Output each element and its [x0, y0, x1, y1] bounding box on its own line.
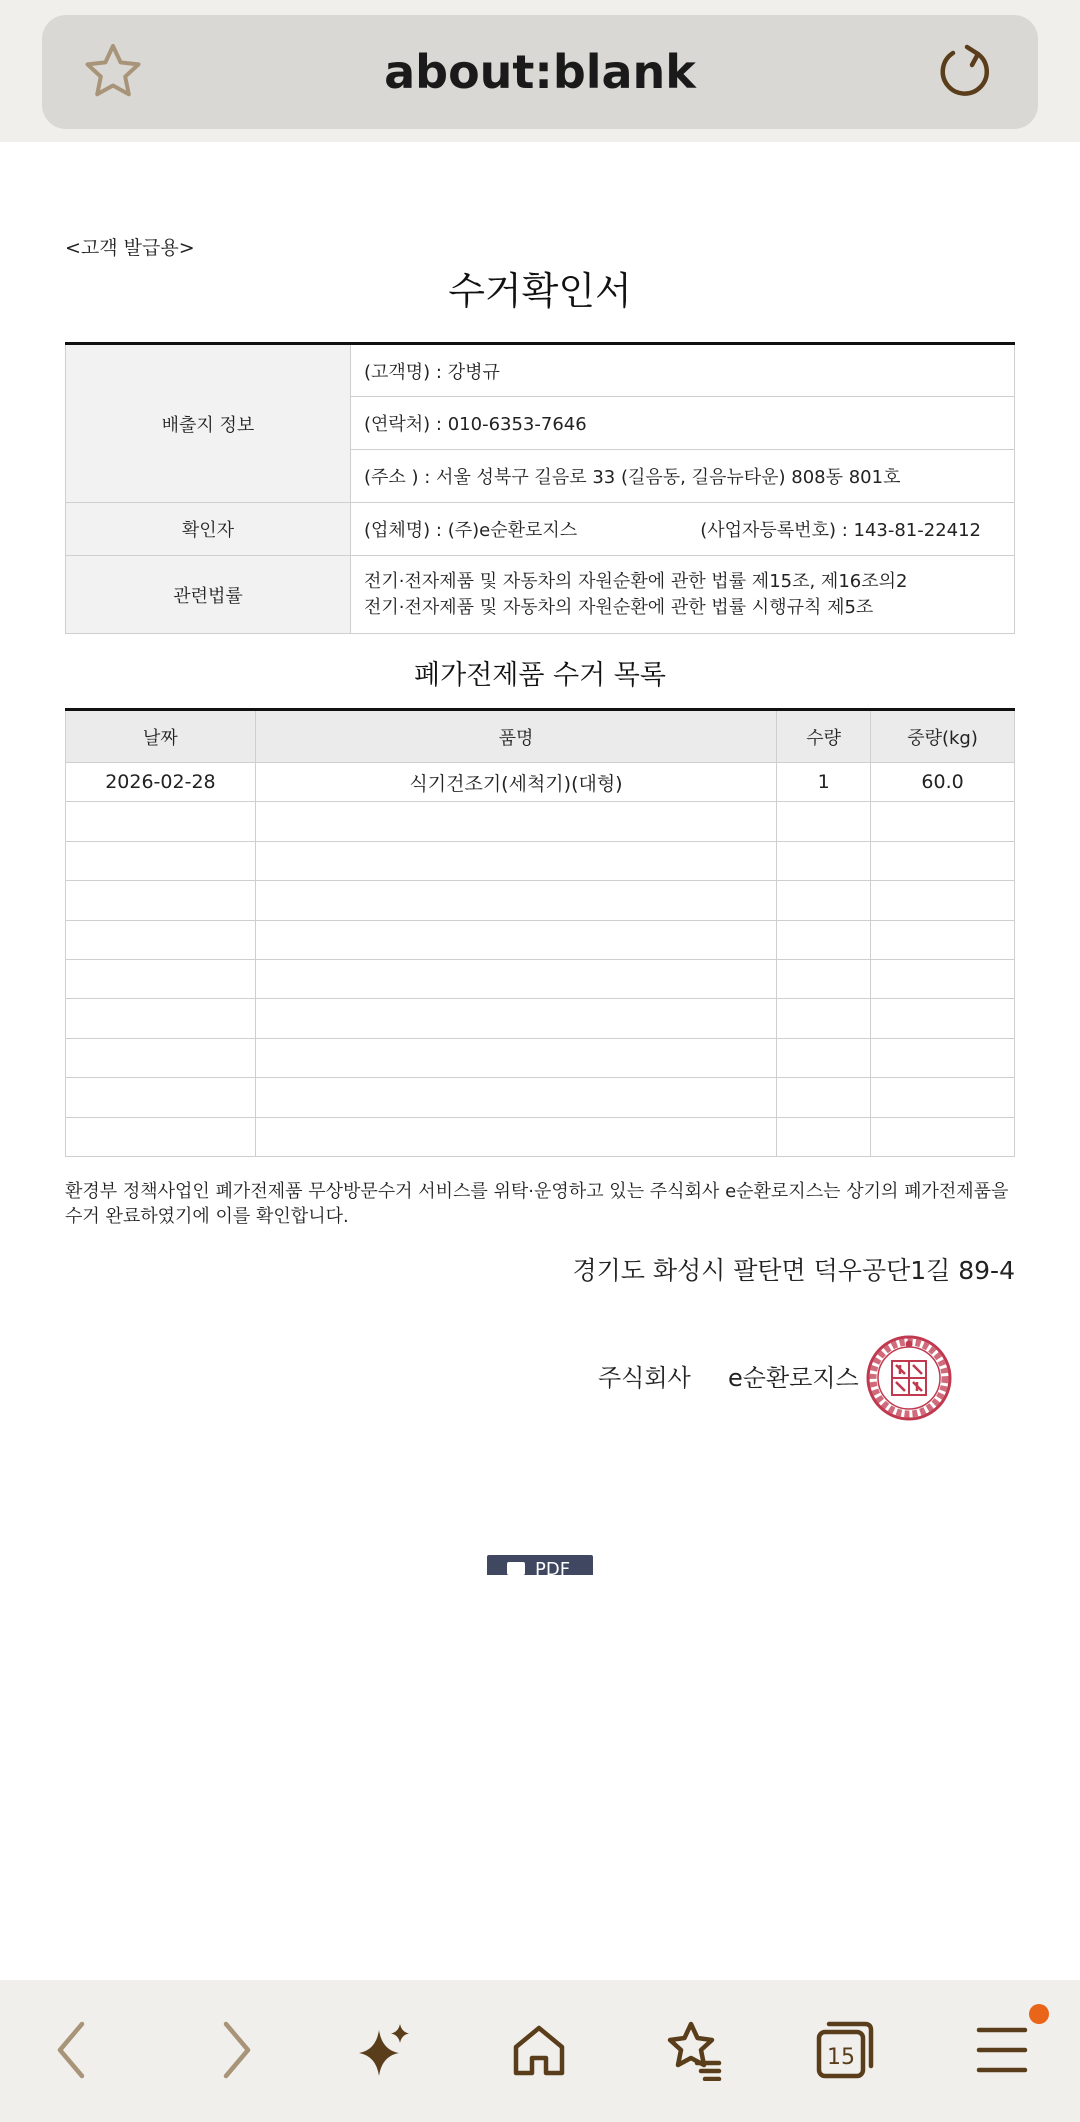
empty-row	[66, 920, 1015, 959]
law-label: 관련법률	[66, 556, 351, 634]
item-weight: 60.0	[871, 763, 1015, 802]
customer-name: (고객명) : 강병규	[351, 344, 1015, 397]
company-name: e순환로지스	[728, 1364, 859, 1392]
empty-row	[66, 999, 1015, 1038]
column-header: 날짜	[66, 710, 256, 763]
company-seal	[865, 1334, 953, 1422]
source-info-label: 배출지 정보	[66, 344, 351, 503]
customer-contact: (연락처) : 010-6353-7646	[351, 397, 1015, 450]
confirmation-statement: 환경부 정책사업인 폐가전제품 무상방문수거 서비스를 위탁·운영하고 있는 주식회사 e순환로지스는 상기의 폐가전제품을 수거 완료하였기에 이를 확인합니다.	[65, 1180, 1009, 1227]
menu-notification-dot	[1029, 2004, 1049, 2024]
column-header: 수량	[777, 710, 871, 763]
items-table	[65, 708, 1015, 1157]
pdf-button[interactable]	[487, 1555, 593, 1575]
company-prefix: 주식회사	[598, 1364, 691, 1392]
collection-certificate	[65, 234, 1015, 1392]
tabs-icon[interactable]	[795, 2000, 895, 2100]
law-line-1: 전기·전자제품 및 자동차의 자원순환에 관한 법률 제15조, 제16조의2	[364, 570, 908, 592]
customer-address: (주소 ) : 서울 성북구 길음로 33 (길음동, 길음뉴타운) 808동 801호	[351, 450, 1015, 503]
empty-row	[66, 881, 1015, 920]
empty-row	[66, 1117, 1015, 1156]
item-name: 식기건조기(세척기)(대형)	[255, 763, 776, 802]
back-icon[interactable]	[24, 2000, 124, 2100]
company-address: 경기도 화성시 팔탄면 덕우공단1길 89-4	[572, 1255, 1015, 1285]
forward-icon[interactable]	[184, 2000, 284, 2100]
ai-sparkle-icon[interactable]	[335, 2000, 435, 2100]
column-header: 품명	[255, 710, 776, 763]
empty-row	[66, 841, 1015, 880]
column-header: 중량(kg)	[871, 710, 1015, 763]
address-bar[interactable]	[42, 15, 1038, 129]
info-table	[65, 342, 1015, 634]
bottom-navigation	[0, 1980, 1080, 2122]
home-icon[interactable]	[489, 2000, 589, 2100]
empty-row	[66, 1038, 1015, 1077]
reload-icon[interactable]	[934, 41, 996, 103]
empty-row	[66, 959, 1015, 998]
confirmer-label: 확인자	[66, 503, 351, 556]
confirmer-info	[351, 503, 1015, 556]
business-number: (사업자등록번호) : 143-81-22412	[700, 520, 981, 541]
url-text[interactable]: about:blank	[384, 45, 696, 99]
customer-copy-note: <고객 발급용>	[65, 237, 195, 259]
table-row	[66, 763, 1015, 802]
company-signature	[65, 1334, 1015, 1424]
tab-count: 15	[827, 2045, 855, 2070]
empty-row	[66, 1078, 1015, 1117]
browser-top-bar	[0, 0, 1080, 142]
item-qty: 1	[777, 763, 871, 802]
item-date: 2026-02-28	[66, 763, 256, 802]
star-outline-icon[interactable]	[82, 41, 144, 103]
list-title: 폐가전제품 수거 목록	[414, 660, 666, 691]
empty-row	[66, 802, 1015, 841]
page-title: 수거확인서	[448, 269, 632, 313]
law-text	[351, 556, 1015, 634]
bookmarks-icon[interactable]	[642, 2000, 742, 2100]
law-line-2: 전기·전자제품 및 자동차의 자원순환에 관한 법률 시행규칙 제5조	[364, 596, 874, 618]
printer-icon	[507, 1562, 525, 1575]
company-field: (업체명) : (주)e순환로지스	[364, 520, 578, 541]
pdf-label: PDF	[535, 1559, 571, 1575]
